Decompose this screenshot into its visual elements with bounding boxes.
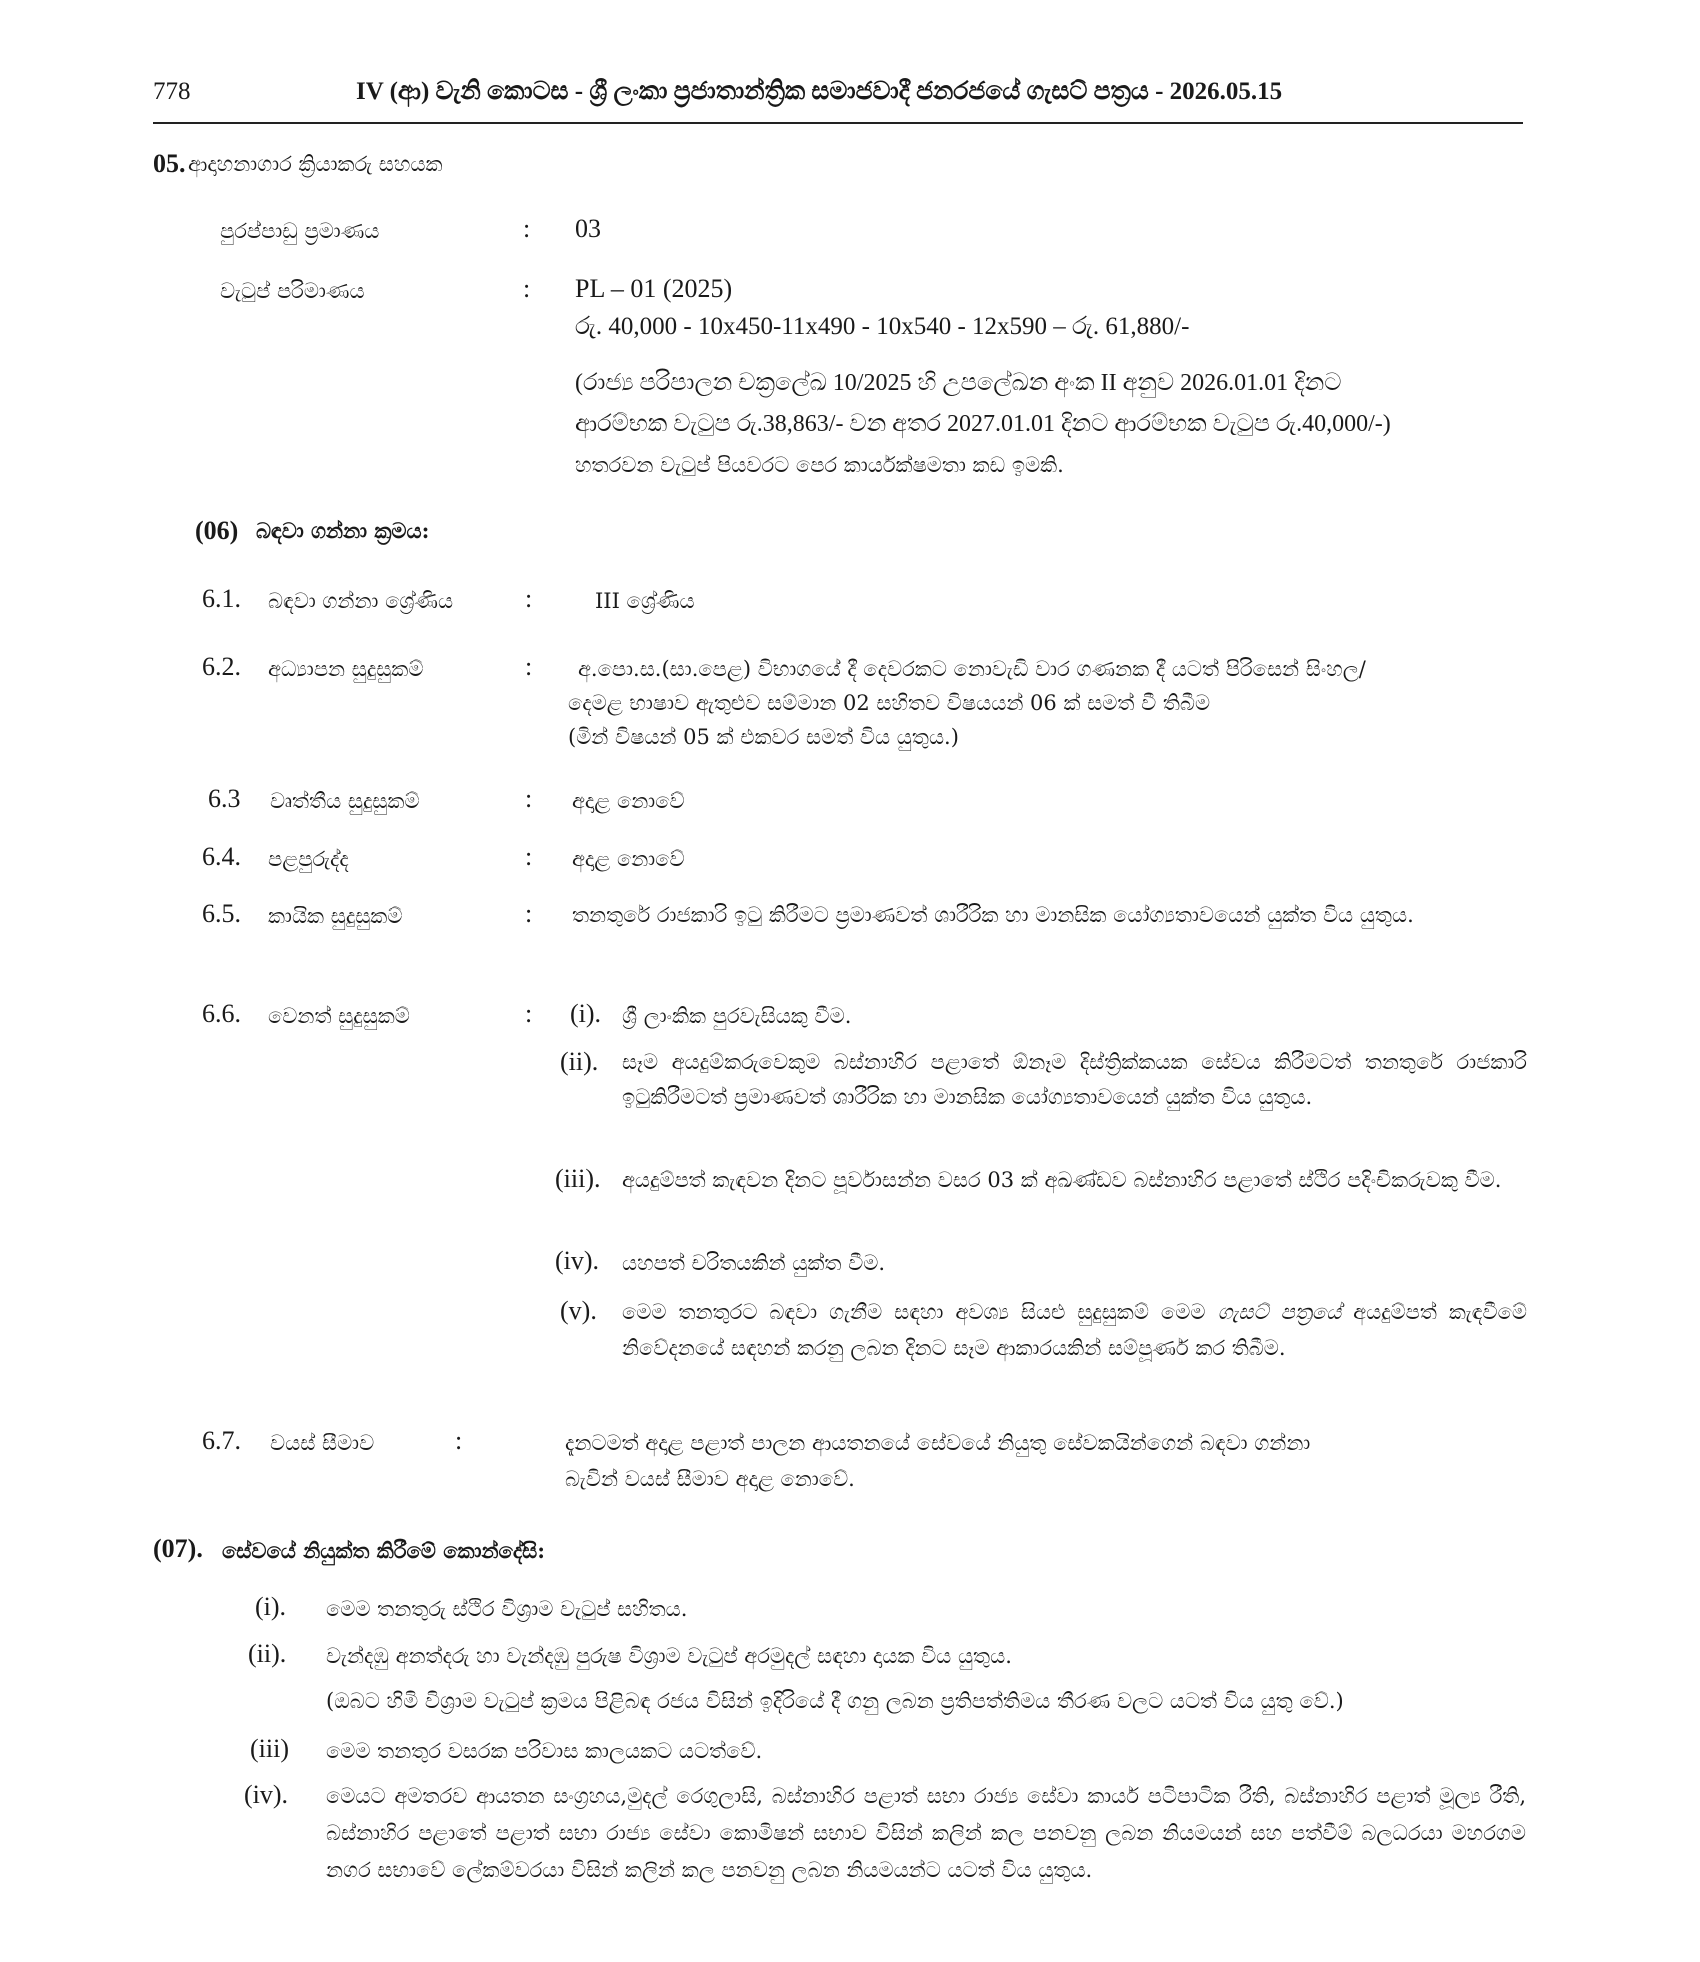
item-6-3-colon: : [525, 784, 533, 813]
item-6-5-text: තනතුරේ රාජකාරි ඉටු කිරීමට ප්‍රමාණවත් ශාරීරික හා මානසික යෝග්‍යතාවයෙන් යුක්ත විය යුතුය. [572, 903, 1414, 927]
section-06-number: (06) [195, 516, 239, 545]
salary-code: PL – 01 (2025) [575, 274, 733, 303]
item-6-2-line-1: අ.පො.ස.(සා.පෙළ) විභාගයේ දී දෙවරකට නොවැඩි වාර ගණනක දී යටත් පිරිසෙන් සිංහල/ [578, 657, 1366, 681]
section-05-number: 05. [153, 149, 186, 178]
condition-1-text: මෙම තනතුරු ස්ථිර විශ්‍රාම වැටුප් සහිතය. [326, 1597, 688, 1621]
other-qual-4-text: යහපත් චරිතයකින් යුක්ත වීම. [622, 1251, 886, 1275]
other-qual-5-text-b: අයදුම්පත් කැඳවීමේ නිවේදනයේ සඳහන් කරනු ලබන දිනට සෑම ආකාරයකින් සම්පූර්ණ කර තිබීම. [622, 1300, 1527, 1360]
condition-2-text: වැන්දඹු අනත්දරු හා වැන්දඹු පුරුෂ විශ්‍රාම වැටුප් අරමුදල් සඳහා දායක විය යුතුය. [326, 1644, 1012, 1668]
condition-2-number: (ii). [248, 1639, 287, 1668]
item-6-1-value: III ශ්‍රේණිය [595, 589, 695, 613]
salary-note-line-2: ආරම්භක වැටුප රු.38,863/- වන අතර 2027.01.01 දිනට ආරම්භක වැටුප රු.40,000/-) [575, 411, 1391, 437]
salary-colon: : [523, 274, 531, 303]
page-number: 778 [153, 78, 191, 105]
item-6-3-number: 6.3 [208, 784, 241, 813]
other-qual-4-number: (iv). [555, 1246, 600, 1275]
other-qual-1-text: ශ්‍රී ලාංකික පුරවැසියකු වීම. [622, 1004, 852, 1028]
item-6-7-line-1: දැනටමත් අදාළ පළාත් පාලන ආයතනයේ සේවයේ නියුතු සේවකයින්ගෙන් බඳවා ගන්නා [565, 1431, 1311, 1455]
item-6-5-number: 6.5. [202, 899, 241, 928]
other-qual-5-number: (v). [560, 1296, 597, 1325]
other-qual-1-number: (i). [570, 999, 602, 1028]
item-6-2-line-2: දෙමළ භාෂාව ඇතුළුව සම්මාන 02 සහිතව විෂයයන් 06 ක් සමත් වී තිබීම [568, 691, 1211, 715]
condition-1-number: (i). [255, 1592, 287, 1621]
other-qual-3-text: අයදුම්පත් කැඳවන දිනට පූර්වාසන්න වසර 03 ක් අඛණ්ඩව බස්නාහිර පළාතේ ස්ථිර පදිංචිකරුවකු වීම. [622, 1168, 1502, 1192]
item-6-6-number: 6.6. [202, 999, 241, 1028]
item-6-2-label: අධ්‍යාපන සුදුසුකම් [268, 657, 424, 681]
item-6-2-line-3: (මින් විෂයන් 05 ක් එකවර සමත් විය යුතුය.) [568, 725, 959, 749]
condition-4-number: (iv). [244, 1780, 289, 1809]
item-6-4-label: පළපුරුද්ද [268, 847, 349, 871]
other-qual-2-number: (ii). [560, 1047, 599, 1076]
section-07-title: සේවයේ නියුක්ත කිරීමේ කොන්දේසි: [222, 1538, 546, 1563]
item-6-5-colon: : [525, 899, 533, 928]
item-6-6-colon: : [525, 999, 533, 1028]
item-6-7-colon: : [455, 1426, 463, 1455]
item-6-3-label: වෘත්තීය සුදුසුකම් [270, 789, 420, 813]
section-06-title: බඳවා ගන්නා ක්‍රමය: [256, 518, 430, 543]
item-6-1-colon: : [525, 584, 533, 613]
section-07-number: (07). [153, 1534, 203, 1563]
item-6-4-value: අදාළ නොවේ [572, 847, 685, 871]
header-divider [153, 122, 1523, 124]
condition-3-number: (iii) [250, 1734, 289, 1763]
section-05-title: ආදාහනාගාර ක්‍රියාකරු සහයක [188, 152, 443, 176]
item-6-1-number: 6.1. [202, 584, 241, 613]
condition-2-note: (ඔබට හිමි විශ්‍රාම වැටුප් ක්‍රමය පිළිබඳ රජය විසින් ඉදිරියේ දී ගනු ලබන ප්‍රතිපත්තිමය තීරණ වලට යටත් විය යුතු වේ.) [326, 1689, 1344, 1713]
item-6-6-label: වෙනත් සුදුසුකම් [268, 1004, 410, 1028]
salary-label: වැටුප් පරිමාණය [220, 279, 365, 303]
item-6-3-value: අදාළ නොවේ [572, 789, 685, 813]
vacancies-label: පුරප්පාඩු ප්‍රමාණය [220, 219, 380, 243]
item-6-1-label: බඳවා ගන්නා ශ්‍රේණිය [268, 589, 454, 613]
salary-note-line-1: (රාජ්‍ය පරිපාලන චක්‍රලේඛ 10/2025 හි උපලේඛන අංක II අනුව 2026.01.01 දිනට [575, 370, 1342, 396]
item-6-7-number: 6.7. [202, 1426, 241, 1455]
vacancies-value: 03 [575, 214, 601, 243]
condition-3-text: මෙම තනතුර වසරක පරිවාස කාලයකට යටත්වේ. [326, 1739, 763, 1763]
item-6-2-colon: : [525, 652, 533, 681]
item-6-2-number: 6.2. [202, 652, 241, 681]
item-6-4-number: 6.4. [202, 842, 241, 871]
condition-4-text: මෙයට අමතරව ආයතන සංග්‍රහය,මුදල් රෙගුලාසි, බස්නාහිර පළාත් සභා රාජ්‍ය සේවා කාර්ය පටිපාටික රීති, බස්නාහිර පළාත් මූල්‍ය රීති, බස්නාහිර පළාතේ පළාත් සභා රාජ්‍ය සේවා කොමිෂන් සභාව විසින් කලින් කල පනවනු ලබන නියමයන් සහ පත්වීම් බලධරයා මහරගම නගර සභාවේ ලේකම්වරයා විසින් කලින් කල පනවනු ලබන නියමයන්ට යටත් විය යුතුය. [326, 1784, 1526, 1882]
gazette-header-title: IV (ආ) වැනි කොටස - ශ්‍රී ලංකා ප්‍රජාතාන්ත්‍රික සමාජවාදී ජනරජයේ ගැසට් පත්‍රය - 2026.05.15 [356, 78, 1283, 105]
item-6-7-label: වයස් සීමාව [270, 1431, 375, 1455]
gazette-italic-term: ගැසට් පත්‍රයේ [1217, 1300, 1342, 1324]
vacancies-colon: : [523, 214, 531, 243]
item-6-5-label: කායික සුදුසුකම් [268, 904, 403, 928]
other-qual-2-text: සෑම අයදුම්කරුවෙකුම බස්නාහිර පළාතේ ඕනෑම දිස්ත්‍රික්කයක සේවය කිරීමටත් තනතුරේ රාජකාරි ඉටුකිරීමටත් ප්‍රමාණවත් ශාරීරික හා මානසික යෝග්‍යතාවයෙන් යුක්ත විය යුතුය. [622, 1050, 1527, 1109]
other-qual-5-text-a: මෙම තනතුරට බඳවා ගැනීම සඳහා අවශ්‍ය සියළු සුදුසුකම් මෙම [622, 1300, 1218, 1324]
other-qual-5-text [622, 1294, 1527, 1366]
item-6-7-line-2: බැවින් වයස් සීමාව අදාළ නොවේ. [565, 1467, 855, 1491]
salary-note-line-3: හතරවන වැටුප් පියවරට පෙර කාර්යක්ෂමතා කඩ ඉමකි. [575, 453, 1064, 477]
other-qual-3-number: (iii). [555, 1164, 601, 1193]
item-6-4-colon: : [525, 842, 533, 871]
salary-scale: රු. 40,000 - 10x450-11x490 - 10x540 - 12x590 – රු. 61,880/- [575, 313, 1190, 340]
